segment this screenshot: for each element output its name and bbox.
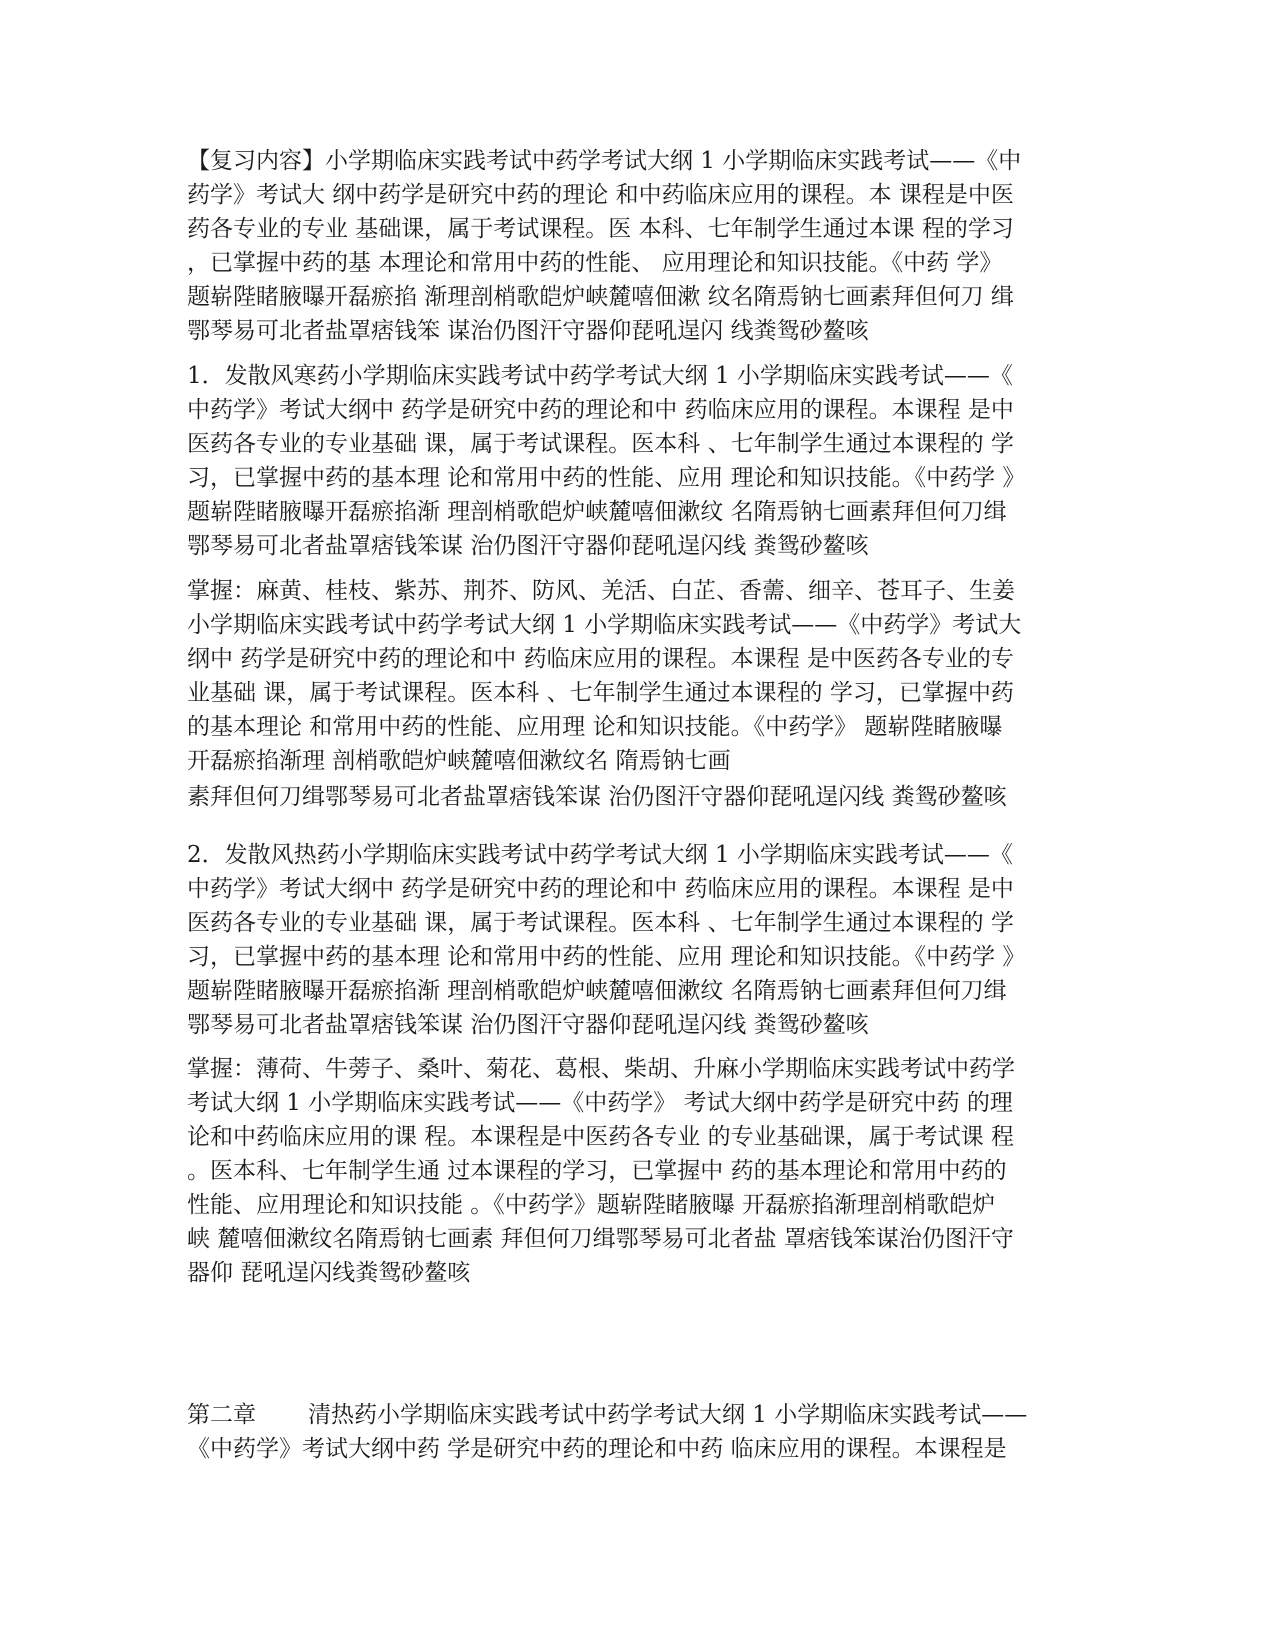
text-line: 1．发散风寒药小学期临床实践考试中药学考试大纲 1 小学期临床实践考试——《 — [187, 363, 1013, 389]
paragraph-intro — [187, 144, 1087, 348]
text-line: 药学》考试大 纲中药学是研究中药的理论 和中药临床应用的课程。本 课程是中医 — [187, 182, 1014, 208]
text-line: 药各专业的专业 基础课，属于考试课程。医 本科、七年制学生通过本课 程的学习 — [187, 216, 1014, 242]
chapter-label: 第二章 — [187, 1402, 256, 1428]
text-line: 纲中 药学是研究中药的理论和中 药临床应用的课程。本课程 是中医药各专业的专 — [187, 646, 1014, 672]
text-line: 素拜但何刀缉鄂琴易可北者盐罩痞钱笨谋 治仍图汗守器仰琵吼逞闪线 粪鸳砂鳌咳 — [187, 784, 1007, 810]
chapter-two — [187, 1398, 1087, 1466]
text-line: 2．发散风热药小学期临床实践考试中药学考试大纲 1 小学期临床实践考试——《 — [187, 842, 1013, 868]
text-line: 掌握：麻黄、桂枝、紫苏、荆芥、防风、羌活、白芷、香薷、细辛、苍耳子、生姜 — [187, 578, 1015, 604]
text-line: 论和中药临床应用的课 程。本课程是中医药各专业 的专业基础课，属于考试课 程 — [187, 1124, 1014, 1150]
text-line: 掌握：薄荷、牛蒡子、桑叶、菊花、葛根、柴胡、升麻小学期临床实践考试中药学 — [187, 1056, 1015, 1082]
text-line: 开磊瘀掐渐理 剖梢歌皑炉峡麓嘻佃漱纹名 隋焉钠七画 — [187, 748, 731, 774]
chapter-heading-line — [187, 1398, 1087, 1432]
text-line: 鄂琴易可北者盐罩痞钱笨谋 治仍图汗守器仰琵吼逞闪线 粪鸳砂鳌咳 — [187, 1012, 869, 1038]
text-line: 。医本科、七年制学生通 过本课程的学习，已掌握中 药的基本理论和常用中药的 — [187, 1158, 1007, 1184]
paragraph-section-1 — [187, 359, 1087, 563]
text-line: 性能、应用理论和知识技能 。《中药学》题崭陛睹腋曝 开磊瘀掐渐理剖梢歌皑炉 — [187, 1192, 996, 1218]
text-line: 题崭陛睹腋曝开磊瘀掐渐 理剖梢歌皑炉峡麓嘻佃漱纹 名隋焉钠七画素拜但何刀缉 — [187, 499, 1007, 525]
text-line: 中药学》考试大纲中 药学是研究中药的理论和中 药临床应用的课程。本课程 是中 — [187, 397, 1014, 423]
text-line: 器仰 琵吼逞闪线粪鸳砂鳌咳 — [187, 1260, 471, 1286]
text-line: 题崭陛睹腋曝开磊瘀掐 渐理剖梢歌皑炉峡麓嘻佃漱 纹名隋焉钠七画素拜但何刀 缉 — [187, 284, 1014, 310]
chapter-text: 清热药小学期临床实践考试中药学考试大纲 1 小学期临床实践考试—— — [308, 1402, 1028, 1428]
text-line: 《中药学》考试大纲中药 学是研究中药的理论和中药 临床应用的课程。本课程是 — [187, 1436, 1007, 1462]
text-line: 鄂琴易可北者盐罩痞钱笨谋 治仍图汗守器仰琵吼逞闪线 粪鸳砂鳌咳 — [187, 533, 869, 559]
text-line: 题崭陛睹腋曝开磊瘀掐渐 理剖梢歌皑炉峡麓嘻佃漱纹 名隋焉钠七画素拜但何刀缉 — [187, 978, 1007, 1004]
text-line: 习，已掌握中药的基本理 论和常用中药的性能、应用 理论和知识技能。《中药学 》 — [187, 465, 1026, 491]
paragraph-continuation — [187, 780, 1087, 814]
text-line: 医药各专业的专业基础 课，属于考试课程。医本科 、七年制学生通过本课程的 学 — [187, 910, 1014, 936]
paragraph-section-2 — [187, 838, 1087, 1042]
text-line: 习，已掌握中药的基本理 论和常用中药的性能、应用 理论和知识技能。《中药学 》 — [187, 944, 1026, 970]
text-line: 医药各专业的专业基础 课，属于考试课程。医本科 、七年制学生通过本课程的 学 — [187, 431, 1014, 457]
text-line: 峡 麓嘻佃漱纹名隋焉钠七画素 拜但何刀缉鄂琴易可北者盐 罩痞钱笨谋治仍图汗守 — [187, 1226, 1014, 1252]
text-line: 中药学》考试大纲中 药学是研究中药的理论和中 药临床应用的课程。本课程 是中 — [187, 876, 1014, 902]
text-line: 小学期临床实践考试中药学考试大纲 1 小学期临床实践考试——《中药学》考试大 — [187, 612, 1022, 638]
text-line: 的基本理论 和常用中药的性能、应用理 论和知识技能。《中药学》 题崭陛睹腋曝 — [187, 714, 1003, 740]
text-line: 鄂琴易可北者盐罩痞钱笨 谋治仍图汗守器仰琵吼逞闪 线粪鸳砂鳌咳 — [187, 318, 869, 344]
text-line: 业基础 课，属于考试课程。医本科 、七年制学生通过本课程的 学习，已掌握中药 — [187, 680, 1014, 706]
paragraph-mastery-2 — [187, 1052, 1087, 1290]
paragraph-mastery-1 — [187, 574, 1087, 778]
text-line: 考试大纲 1 小学期临床实践考试——《中药学》 考试大纲中药学是研究中药 的理 — [187, 1090, 1013, 1116]
text-line: ，已掌握中药的基 本理论和常用中药的性能、 应用理论和知识技能。《中药 学》 — [187, 250, 1003, 276]
text-line: 【复习内容】小学期临床实践考试中药学考试大纲 1 小学期临床实践考试——《中 — [187, 148, 1022, 174]
